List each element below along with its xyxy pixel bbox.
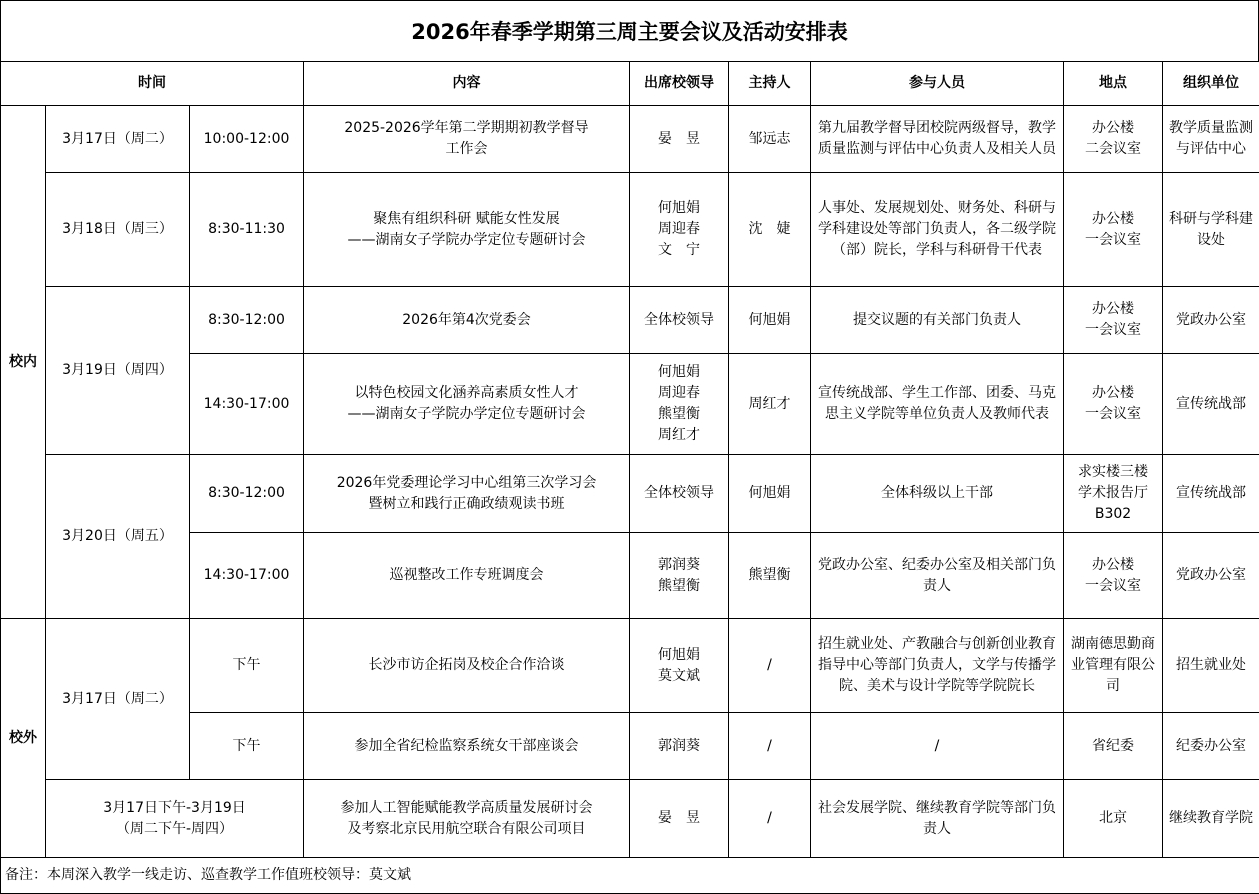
table-row — [1, 619, 1259, 713]
date-cell: 3月17日下午-3月19日 （周二下午-周四） — [46, 780, 304, 858]
host-cell: / — [729, 780, 811, 858]
leaders-cell: 何旭娟 周迎春 熊望衡 周红才 — [630, 354, 729, 455]
header-organizer: 组织单位 — [1163, 62, 1259, 106]
content-cell: 参加全省纪检监察系统女干部座谈会 — [304, 713, 630, 780]
location-cell: 办公楼 二会议室 — [1064, 106, 1163, 173]
table-row — [1, 173, 1259, 287]
content-cell: 2026年党委理论学习中心组第三次学习会 暨树立和践行正确政绩观读书班 — [304, 455, 630, 533]
host-cell: / — [729, 713, 811, 780]
organizer-cell: 纪委办公室 — [1163, 713, 1259, 780]
time-cell: 10:00-12:00 — [190, 106, 304, 173]
location-cell: 办公楼 一会议室 — [1064, 533, 1163, 619]
time-cell: 8:30-12:00 — [190, 455, 304, 533]
time-cell: 下午 — [190, 713, 304, 780]
table-row — [1, 533, 1259, 619]
participants-cell: 全体科级以上干部 — [811, 455, 1064, 533]
leaders-cell: 全体校领导 — [630, 287, 729, 354]
content-cell: 巡视整改工作专班调度会 — [304, 533, 630, 619]
participants-cell: 社会发展学院、继续教育学院等部门负责人 — [811, 780, 1064, 858]
host-cell: 沈 婕 — [729, 173, 811, 287]
content-cell: 聚焦有组织科研 赋能女性发展 ——湖南女子学院办学定位专题研讨会 — [304, 173, 630, 287]
time-cell: 8:30-11:30 — [190, 173, 304, 287]
table-row — [1, 455, 1259, 533]
leaders-cell: 何旭娟 周迎春 文 宁 — [630, 173, 729, 287]
header-content: 内容 — [304, 62, 630, 106]
participants-cell: 提交议题的有关部门负责人 — [811, 287, 1064, 354]
page-title: 2026年春季学期第三周主要会议及活动安排表 — [0, 0, 1259, 61]
location-cell: 省纪委 — [1064, 713, 1163, 780]
table-row — [1, 713, 1259, 780]
participants-cell: / — [811, 713, 1064, 780]
content-cell: 参加人工智能赋能教学高质量发展研讨会 及考察北京民用航空联合有限公司项目 — [304, 780, 630, 858]
leaders-cell: 晏 昱 — [630, 106, 729, 173]
date-cell: 3月17日（周二） — [46, 619, 190, 780]
header-time: 时间 — [1, 62, 304, 106]
participants-cell: 宣传统战部、学生工作部、团委、马克思主义学院等单位负责人及教师代表 — [811, 354, 1064, 455]
host-cell: 熊望衡 — [729, 533, 811, 619]
note-text: 备注：本周深入教学一线走访、巡查教学工作值班校领导：莫文斌 — [1, 858, 1259, 894]
table-row — [1, 106, 1259, 173]
table-row — [1, 780, 1259, 858]
time-cell: 8:30-12:00 — [190, 287, 304, 354]
header-participants: 参与人员 — [811, 62, 1064, 106]
leaders-cell: 何旭娟 莫文斌 — [630, 619, 729, 713]
leaders-cell: 晏 昱 — [630, 780, 729, 858]
table-row — [1, 354, 1259, 455]
participants-cell: 党政办公室、纪委办公室及相关部门负责人 — [811, 533, 1064, 619]
date-cell: 3月17日（周二） — [46, 106, 190, 173]
organizer-cell: 教学质量监测与评估中心 — [1163, 106, 1259, 173]
host-cell: 何旭娟 — [729, 455, 811, 533]
location-cell: 办公楼 一会议室 — [1064, 354, 1163, 455]
leaders-cell: 郭润葵 — [630, 713, 729, 780]
leaders-cell: 全体校领导 — [630, 455, 729, 533]
header-location: 地点 — [1064, 62, 1163, 106]
location-cell: 北京 — [1064, 780, 1163, 858]
location-cell: 求实楼三楼 学术报告厅 B302 — [1064, 455, 1163, 533]
organizer-cell: 继续教育学院 — [1163, 780, 1259, 858]
participants-cell: 第九届教学督导团校院两级督导，教学质量监测与评估中心负责人及相关人员 — [811, 106, 1064, 173]
time-cell: 14:30-17:00 — [190, 354, 304, 455]
host-cell: / — [729, 619, 811, 713]
location-cell: 办公楼 一会议室 — [1064, 173, 1163, 287]
host-cell: 邹远志 — [729, 106, 811, 173]
header-host: 主持人 — [729, 62, 811, 106]
date-cell: 3月18日（周三） — [46, 173, 190, 287]
time-cell: 14:30-17:00 — [190, 533, 304, 619]
date-cell: 3月20日（周五） — [46, 455, 190, 619]
table-row — [1, 287, 1259, 354]
organizer-cell: 宣传统战部 — [1163, 354, 1259, 455]
content-cell: 2026年第4次党委会 — [304, 287, 630, 354]
participants-cell: 招生就业处、产教融合与创新创业教育指导中心等部门负责人，文学与传播学院、美术与设计学院等学院院长 — [811, 619, 1064, 713]
organizer-cell: 党政办公室 — [1163, 287, 1259, 354]
host-cell: 何旭娟 — [729, 287, 811, 354]
content-cell: 长沙市访企拓岗及校企合作洽谈 — [304, 619, 630, 713]
note-row — [1, 858, 1259, 894]
location-cell: 湖南德思勤商业管理有限公司 — [1064, 619, 1163, 713]
header-row — [1, 62, 1259, 106]
organizer-cell: 科研与学科建设处 — [1163, 173, 1259, 287]
content-cell: 以特色校园文化涵养高素质女性人才 ——湖南女子学院办学定位专题研讨会 — [304, 354, 630, 455]
organizer-cell: 招生就业处 — [1163, 619, 1259, 713]
location-cell: 办公楼 一会议室 — [1064, 287, 1163, 354]
date-cell: 3月19日（周四） — [46, 287, 190, 455]
group-external: 校外 — [1, 619, 46, 858]
content-cell: 2025-2026学年第二学期期初教学督导 工作会 — [304, 106, 630, 173]
leaders-cell: 郭润葵 熊望衡 — [630, 533, 729, 619]
header-leaders: 出席校领导 — [630, 62, 729, 106]
organizer-cell: 党政办公室 — [1163, 533, 1259, 619]
time-cell: 下午 — [190, 619, 304, 713]
schedule-table — [0, 61, 1259, 894]
organizer-cell: 宣传统战部 — [1163, 455, 1259, 533]
host-cell: 周红才 — [729, 354, 811, 455]
participants-cell: 人事处、发展规划处、财务处、科研与学科建设处等部门负责人，各二级学院（部）院长，学科与科研骨干代表 — [811, 173, 1064, 287]
group-internal: 校内 — [1, 106, 46, 619]
